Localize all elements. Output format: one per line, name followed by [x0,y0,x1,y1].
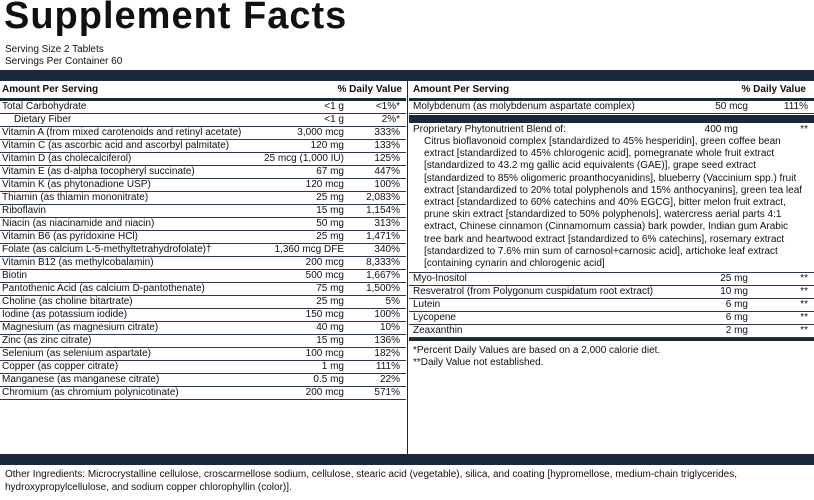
nutrient-name: Pantothenic Acid (as calcium D-pantothenate) [2,283,205,294]
nutrient-row [0,179,406,192]
nutrient-row [409,273,814,286]
nutrient-dv: 447% [374,166,400,177]
nutrient-row [0,218,406,231]
nutrient-name: Niacin (as niacinamide and niacin) [2,218,155,229]
nutrient-name: Vitamin B6 (as pyridoxine HCl) [2,231,138,242]
nutrient-dv: 1,154% [366,205,400,216]
nutrient-row [0,153,406,166]
nutrient-row [0,374,406,387]
nutrient-dv: 313% [374,218,400,229]
nutrient-dv: 1,471% [366,231,400,242]
nutrient-row [0,348,406,361]
nutrient-amount: 40 mg [316,322,344,333]
nutrient-name: Total Carbohydrate [2,101,87,112]
nutrient-amount: 67 mg [316,166,344,177]
footnote-dv-not-established: **Daily Value not established. [413,357,544,369]
nutrient-amount: 6 mg [725,299,748,311]
nutrient-amount: 50 mg [316,218,344,229]
nutrient-row [0,114,406,127]
nutrient-name: Choline (as choline bitartrate) [2,296,133,307]
nutrient-row [0,361,406,374]
nutrient-dv: 22% [379,374,400,385]
nutrient-row [0,166,406,179]
right-nutrient-list [409,273,814,338]
blend-dv: ** [800,124,808,135]
nutrient-amount: 120 mg [310,140,344,151]
right-dv-header: % Daily Value [741,84,806,95]
nutrient-row [0,231,406,244]
nutrient-dv: 1,667% [366,270,400,281]
nutrient-amount: 3,000 mcg [297,127,344,138]
other-ingredients: Other Ingredients: Microcrystalline cellulose, croscarmellose sodium, cellulose, stearic acid (vegetable), silica, and coating [hypromellose, medium-chain triglycerides, hydroxypropylcellulose, and sodium copper chlorophyllin (color)]. [5,469,737,493]
nutrient-row [409,325,814,338]
nutrient-name: Copper (as copper citrate) [2,361,119,372]
nutrient-amount: 1 mg [321,361,344,372]
nutrient-name: Zeaxanthin [413,325,463,337]
nutrient-dv: <1%* [375,101,400,112]
nutrient-amount: 25 mg [316,296,344,307]
blend-amount: 400 mg [704,124,738,135]
nutrient-amount: 25 mg [316,231,344,242]
nutrient-name: Dietary Fiber [14,114,72,125]
nutrient-row [0,101,406,114]
nutrient-name: Riboflavin [2,205,46,216]
nutrient-dv: ** [800,286,808,298]
nutrient-name: Molybdenum (as molybdenum aspartate complex) [413,101,635,112]
nutrient-dv: ** [800,299,808,311]
nutrient-name: Iodine (as potassium iodide) [2,309,128,320]
nutrient-row [0,309,406,322]
nutrient-dv: 100% [374,309,400,320]
nutrient-name: Vitamin D (as cholecalciferol) [2,153,132,164]
nutrient-name: Magnesium (as magnesium citrate) [2,322,159,333]
right-amount-header: Amount Per Serving [413,84,510,95]
nutrient-amount: 25 mg [316,192,344,203]
label-title: Supplement Facts [4,0,348,37]
bottom-thick-bar [0,454,814,465]
nutrient-amount: 2 mg [725,325,748,337]
left-column-header [0,81,406,101]
nutrient-row [0,296,406,309]
nutrient-amount: 25 mg [720,273,748,285]
nutrient-amount: 10 mg [720,286,748,298]
nutrient-name: Lutein [413,299,441,311]
right-column-header [409,81,814,101]
nutrient-dv: 333% [374,127,400,138]
nutrient-dv: 340% [374,244,400,255]
nutrient-dv: 1,500% [366,283,400,294]
serving-size: Serving Size 2 Tablets [5,44,104,55]
nutrient-row [0,322,406,335]
left-column [0,81,406,400]
nutrient-amount: 6 mg [725,312,748,324]
nutrient-name: Lycopene [413,312,456,324]
left-amount-header: Amount Per Serving [2,84,99,95]
nutrient-amount: 25 mcg (1,000 IU) [263,153,344,164]
nutrient-amount: 100 mcg [305,348,344,359]
blend-name: Proprietary Phytonutrient Blend of: [413,124,566,135]
nutrient-name: Biotin [2,270,28,281]
nutrient-dv: ** [800,325,808,337]
nutrient-amount: 150 mcg [305,309,344,320]
column-divider [407,80,408,464]
nutrient-dv: 133% [374,140,400,151]
nutrient-amount: 0.5 mg [313,374,344,385]
nutrient-amount: 75 mg [316,283,344,294]
nutrient-name: Thiamin (as thiamin mononitrate) [2,192,149,203]
nutrient-row [0,283,406,296]
nutrient-name: Vitamin C (as ascorbic acid and ascorbyl palmitate) [2,140,230,151]
nutrient-name: Selenium (as selenium aspartate) [2,348,151,359]
nutrient-row [409,312,814,325]
nutrient-amount: 15 mg [316,335,344,346]
nutrient-row [0,387,406,400]
nutrient-dv: 111% [375,361,400,372]
nutrient-amount: 120 mcg [305,179,344,190]
nutrient-amount: 50 mcg [715,101,748,112]
nutrient-name: Folate (as calcium L-5-methyltetrahydrofolate)† [2,244,212,255]
nutrient-dv: 5% [385,296,400,307]
nutrient-dv: 571% [374,387,400,398]
nutrient-name: Vitamin A (from mixed carotenoids and retinyl acetate) [2,127,242,138]
left-dv-header: % Daily Value [337,84,402,95]
nutrient-dv: ** [800,273,808,285]
servings-per-container: Servings Per Container 60 [5,56,123,67]
nutrient-dv: 10% [379,322,400,333]
nutrient-dv: 182% [374,348,400,359]
right-thick-bar [409,115,814,123]
nutrient-dv: 2,083% [366,192,400,203]
molybdenum-row [409,101,814,114]
nutrient-row [0,192,406,205]
nutrient-dv: 100% [374,179,400,190]
nutrient-name: Vitamin K (as phytonadione USP) [2,179,151,190]
nutrient-row [0,140,406,153]
nutrient-dv: ** [800,312,808,324]
nutrient-name: Vitamin B12 (as methylcobalamin) [2,257,154,268]
nutrient-row [0,257,406,270]
nutrient-name: Resveratrol (from Polygonum cuspidatum root extract) [413,286,654,298]
nutrient-amount: 200 mcg [305,387,344,398]
nutrient-amount: 500 mcg [305,270,344,281]
nutrient-dv: 136% [374,335,400,346]
nutrient-amount: 1,360 mcg DFE [274,244,344,255]
nutrient-row [0,205,406,218]
nutrient-row [409,299,814,312]
footnote-dv-basis: *Percent Daily Values are based on a 2,000 calorie diet. [413,345,661,357]
blend-header-row [409,123,814,136]
blend-ingredients: Citrus bioflavonoid complex [standardized to 45% hesperidin], green coffee bean extract [standardized to 45% chlorogenic acid], pomegranate whole fruit extract [standardized to 43.2 mg gallic acid equivalents (GAE)], grape seed extract [standardized to 85% oligomeric proanthocyanidins], blueberry (Vaccinium spp.) fruit extract [standardized to 20% total polyphenols and 15% anthocyanins], green tea leaf extract [standardized to 60% catechins and 40% EGCG], bitter melon fruit extract, prune skin extract [standardized to 50% polyphenols], watercress aerial parts 4:1 extract, Chinese cinnamon (Cinnamomum cassia) bark powder, Indian gum Arabic tree bark and heartwood extract [standardized to 6% catechins], rosemary extract [standardized to 7.6% min sum of carnosol+carnosic acid], artichoke leaf extract [containing cynarin and chlorogenic acid] [424,136,803,270]
nutrient-name: Manganese (as manganese citrate) [2,374,160,385]
nutrient-row [0,270,406,283]
nutrient-row [0,127,406,140]
left-nutrient-list [0,101,406,400]
nutrient-amount: 200 mcg [305,257,344,268]
nutrient-amount: <1 g [324,101,344,112]
right-bottom-bar [409,338,814,341]
nutrient-name: Chromium (as chromium polynicotinate) [2,387,179,398]
right-column [409,81,814,369]
nutrient-amount: 15 mg [316,205,344,216]
nutrient-dv: 8,333% [366,257,400,268]
nutrient-name: Vitamin E (as d-alpha tocopheryl succinate) [2,166,195,177]
nutrient-amount: <1 g [324,114,344,125]
nutrient-dv: 2%* [381,114,400,125]
nutrient-row [409,286,814,299]
nutrient-name: Myo-Inositol [413,273,467,285]
nutrient-name: Zinc (as zinc citrate) [2,335,92,346]
nutrient-row [0,244,406,257]
footnotes [409,345,814,369]
nutrient-dv: 111% [783,101,808,112]
nutrient-dv: 125% [374,153,400,164]
phytonutrient-blend [409,123,814,273]
nutrient-row [0,335,406,348]
